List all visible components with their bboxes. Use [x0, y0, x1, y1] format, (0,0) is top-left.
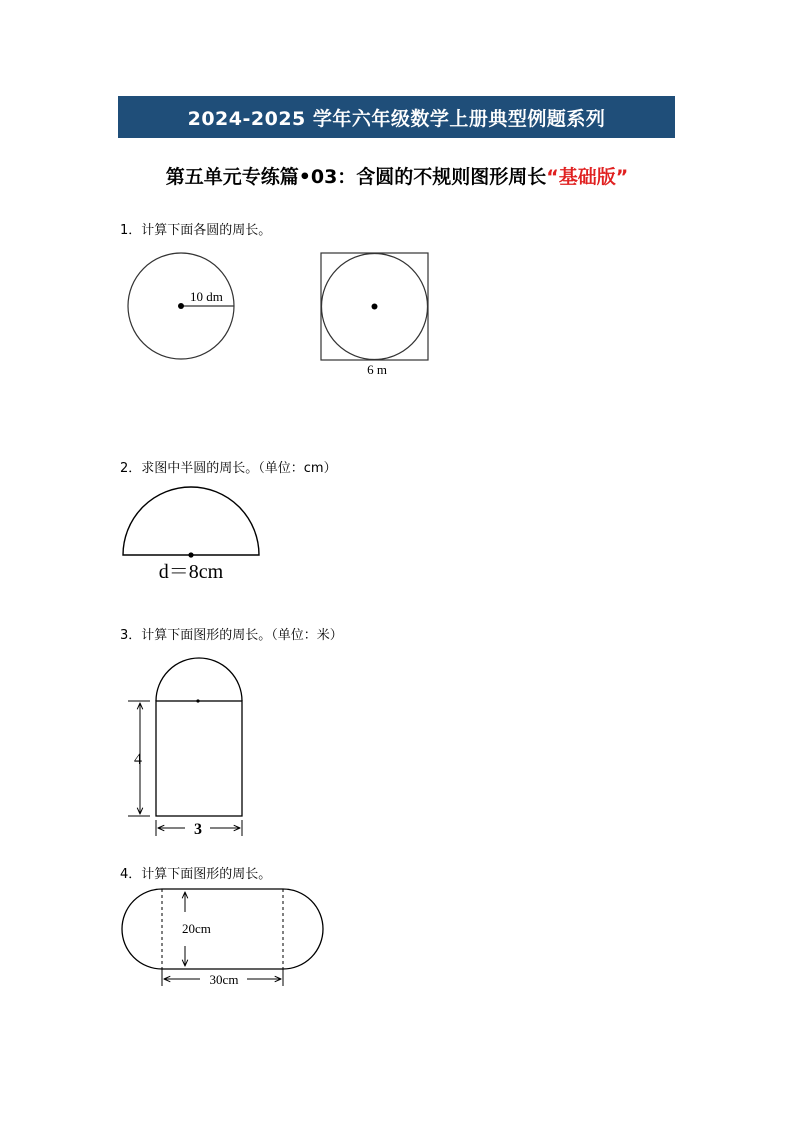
height-label: 20cm	[182, 921, 211, 936]
stadium-shape	[122, 889, 323, 969]
figure-stadium	[122, 889, 323, 987]
question-text: 计算下面各圆的周长。	[141, 223, 272, 238]
side-label: 6 m	[367, 362, 387, 377]
width-label: 30cm	[209, 972, 239, 987]
top-semicircle	[156, 658, 242, 701]
radius-label: 10 dm	[190, 289, 223, 304]
center-dot	[372, 304, 378, 310]
center-dot	[178, 303, 184, 309]
figure-rectangle-semicircle	[128, 658, 242, 838]
question-number: 1．	[120, 223, 142, 238]
center-dot	[188, 552, 193, 557]
banner-title: 2024-2025 学年六年级数学上册典型例题系列	[118, 96, 675, 138]
figure-circle-radius	[128, 253, 234, 359]
width-label: 3	[194, 821, 202, 838]
semicircle-shape	[123, 487, 259, 555]
figure-semicircle	[123, 487, 259, 583]
rectangle-shape	[156, 701, 242, 816]
question-number: 3．	[120, 628, 142, 643]
question-number: 4．	[120, 867, 142, 882]
subtitle-highlight: “基础版”	[546, 166, 629, 188]
height-label: 4	[134, 751, 142, 768]
question-text: 计算下面图形的周长。	[141, 867, 272, 882]
subtitle-main: 第五单元专练篇•03：含圆的不规则图形周长	[165, 166, 547, 188]
question-text: 求图中半圆的周长。（单位：cm）	[141, 461, 337, 476]
figure-circle-in-square	[321, 253, 428, 377]
center-dot	[196, 699, 199, 702]
question-text: 计算下面图形的周长。（单位：米）	[141, 628, 343, 643]
diameter-label: d＝8cm	[158, 561, 224, 583]
question-number: 2．	[120, 461, 142, 476]
